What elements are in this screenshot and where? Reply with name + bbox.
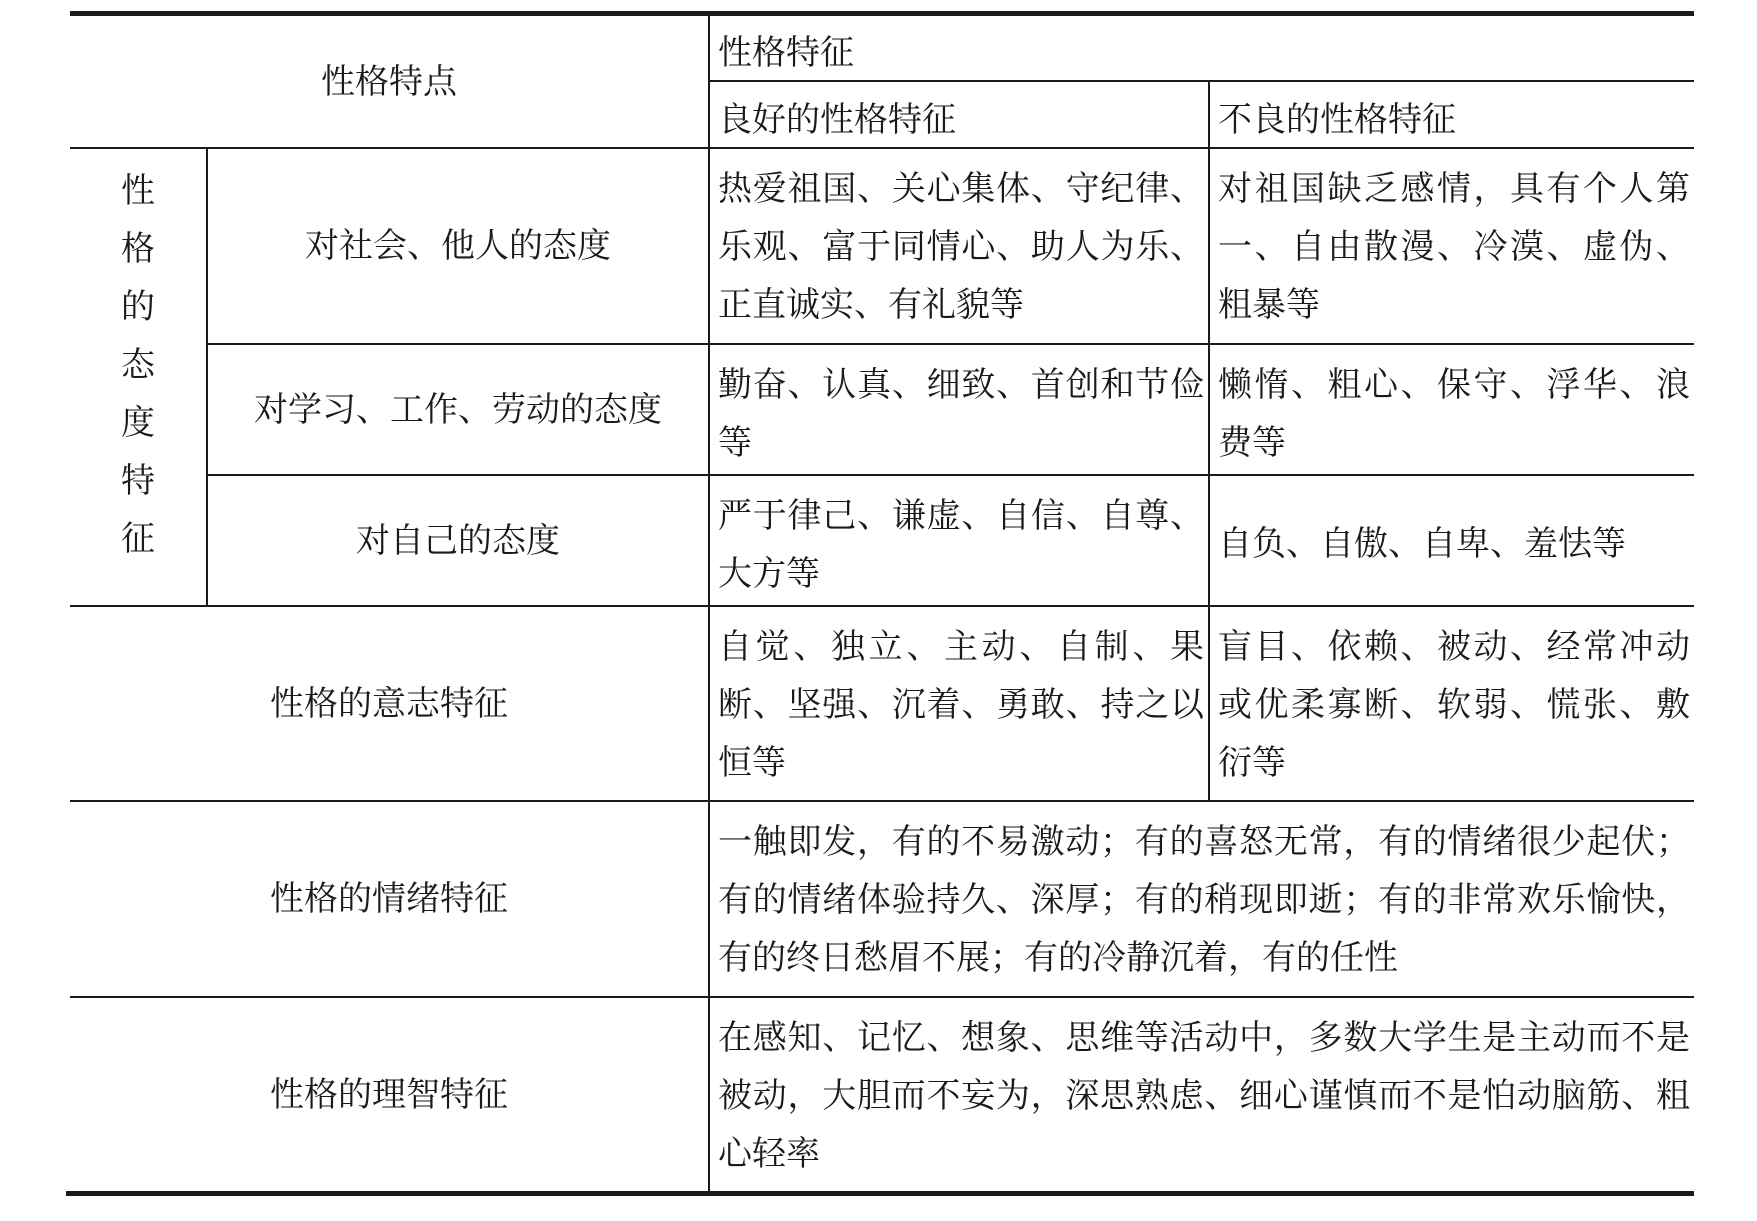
cell-bad-self: 自负、自傲、自卑、羞怯等 (1218, 524, 1626, 564)
row-label-will: 性格的意志特征 (270, 683, 508, 724)
group-label-char: 的 (121, 287, 155, 327)
header-features: 性格特征 (718, 33, 854, 73)
group-label-char: 态 (121, 345, 155, 385)
cell-good-work: 勤奋、认真、细致、首创和节俭等 (718, 365, 1204, 463)
header-bad: 不良的性格特征 (1218, 100, 1456, 140)
group-label-char: 性 (121, 171, 155, 211)
group-label-char: 征 (121, 519, 155, 559)
group-label-char: 特 (121, 461, 155, 501)
cell-bad-will: 盲目、依赖、被动、经常冲动或优柔寡断、软弱、慌张、敷衍等 (1218, 627, 1690, 783)
cell-good-will: 自觉、独立、主动、自制、果断、坚强、沉着、勇敢、持之以恒等 (718, 627, 1204, 783)
row-label-work: 对学习、工作、劳动的态度 (254, 389, 662, 430)
cell-good-society: 热爱祖国、关心集体、守纪律、乐观、富于同情心、助人为乐、正直诚实、有礼貌等 (718, 169, 1204, 325)
header-trait: 性格特点 (321, 61, 457, 102)
cell-bad-work: 懒惰、粗心、保守、浮华、浪费等 (1218, 365, 1690, 463)
row-label-self: 对自己的态度 (356, 520, 560, 561)
row-label-society: 对社会、他人的态度 (305, 226, 611, 266)
header-good: 良好的性格特征 (718, 100, 956, 140)
cell-good-self: 严于律己、谦虚、自信、自尊、大方等 (718, 496, 1204, 594)
cell-bad-society: 对祖国缺乏感情，具有个人第一、自由散漫、冷漠、虚伪、粗暴等 (1218, 169, 1690, 325)
row-label-intellect: 性格的理智特征 (270, 1074, 508, 1115)
attitude-group-label (70, 162, 206, 592)
cell-emotion: 一触即发，有的不易激动；有的喜怒无常，有的情绪很少起伏；有的情绪体验持久、深厚；有的稍现即逝；有的非常欢乐愉快，有的终日愁眉不展；有的冷静沉着，有的任性 (718, 822, 1690, 978)
group-label-char: 度 (121, 403, 155, 443)
row-label-emotion: 性格的情绪特征 (270, 879, 508, 919)
header-divider (709, 80, 1694, 82)
cell-intellect: 在感知、记忆、想象、思维等活动中，多数大学生是主动而不是被动，大胆而不妄为，深思熟虑、细心谨慎而不是怕动脑筋、粗心轻率 (718, 1018, 1690, 1174)
group-label-char: 格 (121, 229, 155, 269)
table-bottom-rule (66, 1191, 1694, 1196)
